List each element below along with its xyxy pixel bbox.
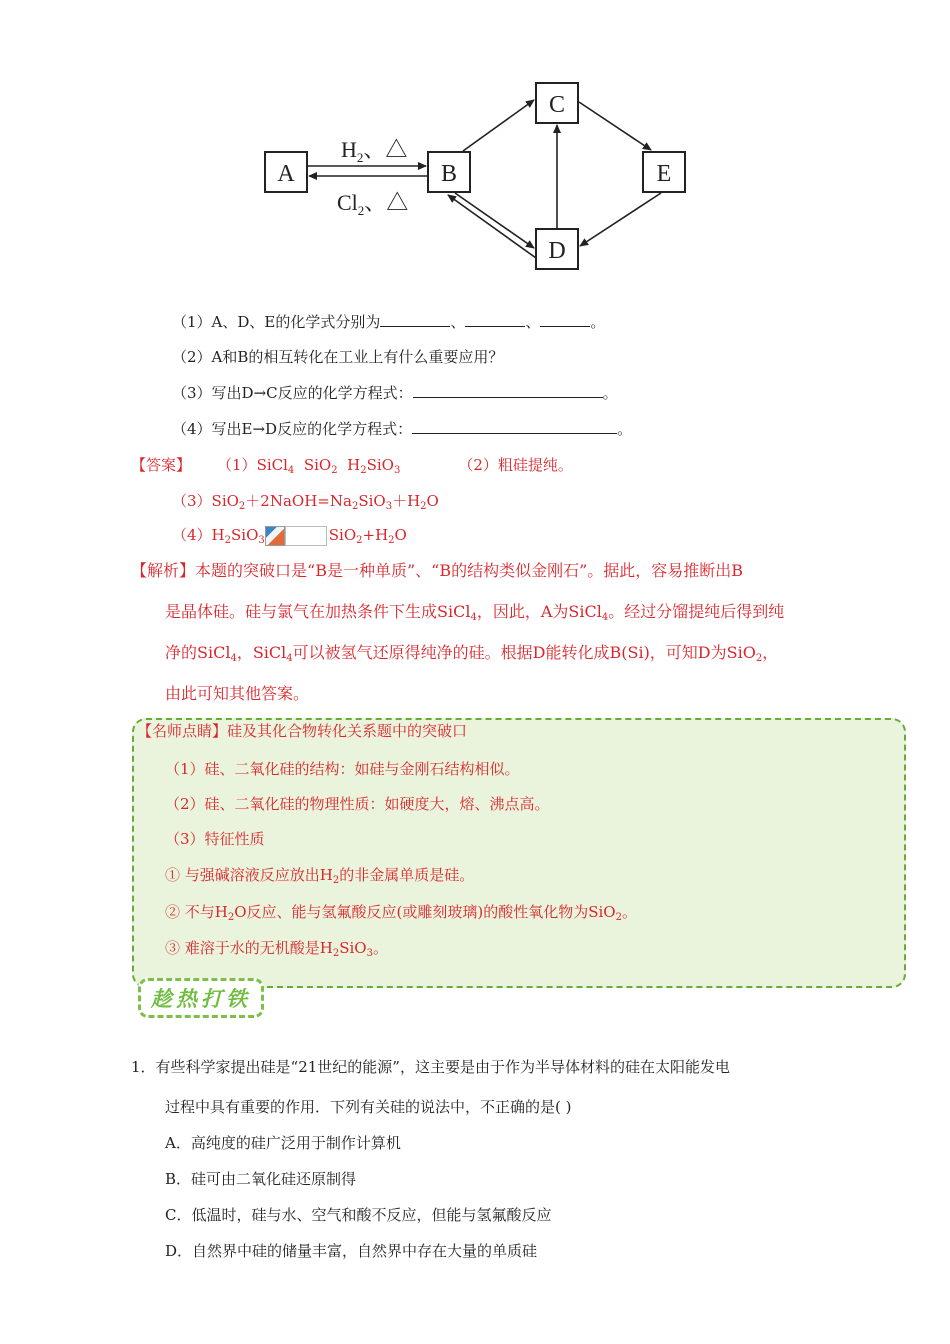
question-4	[172, 418, 632, 439]
arrow-b-to-d	[455, 193, 534, 248]
tips-header	[137, 720, 467, 741]
analysis-tag: 【解析】	[131, 561, 196, 580]
answer-line-4: $(4)H_2SiO_3$ $SiO_2+H_2O$	[172, 526, 407, 546]
node-c-label: C	[548, 92, 566, 118]
analysis-line-3: 净的SiCl$_4$，SiCl$_4$可以被氢气还原得纯净的硅。根据D能转化成B(Si)，可知D为SiO$_2$，	[165, 643, 779, 664]
reaction-diagram	[255, 80, 695, 280]
tip-feature-2: ② 不与$H_2O$反应、能与氢氟酸反应(或雕刻玻璃)的酸性氧化物为SiO$_2$。	[165, 903, 637, 923]
question-3	[172, 382, 618, 403]
arrow-d-to-b	[448, 195, 536, 258]
formula-h2sio3: $H_2SiO_3$	[347, 456, 401, 476]
exercise-1-line-1: 1．有些科学家提出硅是“21世纪的能源”，这主要是由于作为半导体材料的硅在太阳能发电	[131, 1058, 730, 1076]
image-placeholder	[285, 526, 327, 546]
option-b[interactable]: B．硅可由二氧化硅还原制得	[165, 1170, 357, 1188]
answer-tag: 【答案】	[131, 456, 192, 474]
exercise-1-line-2: 过程中具有重要的作用．下列有关硅的说法中，不正确的是( )	[165, 1098, 572, 1116]
answer-line-1	[131, 454, 573, 475]
answer-blank-a[interactable]	[380, 312, 450, 327]
broken-image-icon	[265, 526, 285, 546]
question-3-text: （3）写出D→C反应的化学方程式：	[172, 384, 413, 402]
arrow-e-to-d	[580, 193, 661, 246]
separator: 、	[525, 313, 541, 331]
option-a[interactable]: A．高纯度的硅广泛用于制作计算机	[165, 1134, 401, 1152]
node-d-label: D	[548, 238, 566, 264]
label-cl2-heat: $Cl_2$、△	[337, 190, 409, 218]
label-h2-heat: $H_2$、△	[341, 137, 408, 165]
node-b-label: B	[440, 161, 458, 187]
answer-blank-ed[interactable]	[412, 419, 617, 434]
arrow-b-to-c	[463, 100, 534, 151]
tips-tag: 【名师点睛】	[137, 722, 228, 740]
question-2: （2）A和B的相互转化在工业上有什么重要应用？	[172, 348, 504, 366]
question-1-text: （1）A、D、E的化学式分别为	[172, 313, 381, 331]
question-1	[172, 311, 605, 332]
answer-blank-e[interactable]	[540, 312, 590, 327]
practice-badge	[138, 978, 264, 1018]
practice-badge-text: 趁热打铁	[151, 987, 251, 1011]
tip-3: （3）特征性质	[165, 830, 265, 848]
tip-2: （2）硅、二氧化硅的物理性质：如硬度大，熔、沸点高。	[165, 795, 550, 813]
tip-feature-3: ③ 难溶于水的无机酸是$H_2SiO_3$。	[165, 939, 388, 959]
period: 。	[602, 384, 618, 402]
option-c[interactable]: C．低温时，硅与水、空气和酸不反应，但能与氢氟酸反应	[165, 1206, 552, 1224]
analysis-line-1	[131, 550, 743, 591]
tip-feature-1: ① 与强碱溶液反应放出$H_2$的非金属单质是硅。	[165, 866, 475, 886]
period: 。	[590, 313, 606, 331]
tips-title: 硅及其化合物转化关系题中的突破口	[227, 722, 468, 740]
answer-line-3: $(3)SiO_2+2NaOH=Na_2SiO_3+H_2O$	[172, 492, 439, 512]
option-d[interactable]: D．自然界中硅的储量丰富，自然界中存在大量的单质硅	[165, 1242, 538, 1260]
node-e-label: E	[656, 161, 672, 187]
arrow-c-to-e	[579, 102, 651, 150]
separator: 、	[450, 313, 466, 331]
question-4-text: （4）写出E→D反应的化学方程式：	[172, 420, 413, 438]
answer-blank-dc[interactable]	[413, 383, 603, 398]
analysis-line-2: 是晶体硅。硅与氯气在加热条件下生成SiCl$_4$，因此，A为SiCl$_4$。经过分馏提纯后得到纯	[165, 602, 785, 623]
formula-sio2: SiO$_2$	[303, 456, 338, 476]
analysis-line-4: 由此可知其他答案。	[165, 684, 310, 703]
formula-sicl4: SiCl$_4$	[256, 456, 295, 476]
answer-part-2: （2）粗硅提纯。	[458, 456, 573, 474]
period: 。	[617, 420, 633, 438]
tip-1: （1）硅、二氧化硅的结构：如硅与金刚石结构相似。	[165, 760, 520, 778]
answer-blank-d[interactable]	[465, 312, 525, 327]
analysis-text: 本题的突破口是“B是一种单质”、“B的结构类似金刚石”。据此，容易推断出B	[195, 561, 744, 580]
answer-part-1-label: （1）	[217, 456, 257, 474]
node-a-label: A	[277, 161, 295, 187]
